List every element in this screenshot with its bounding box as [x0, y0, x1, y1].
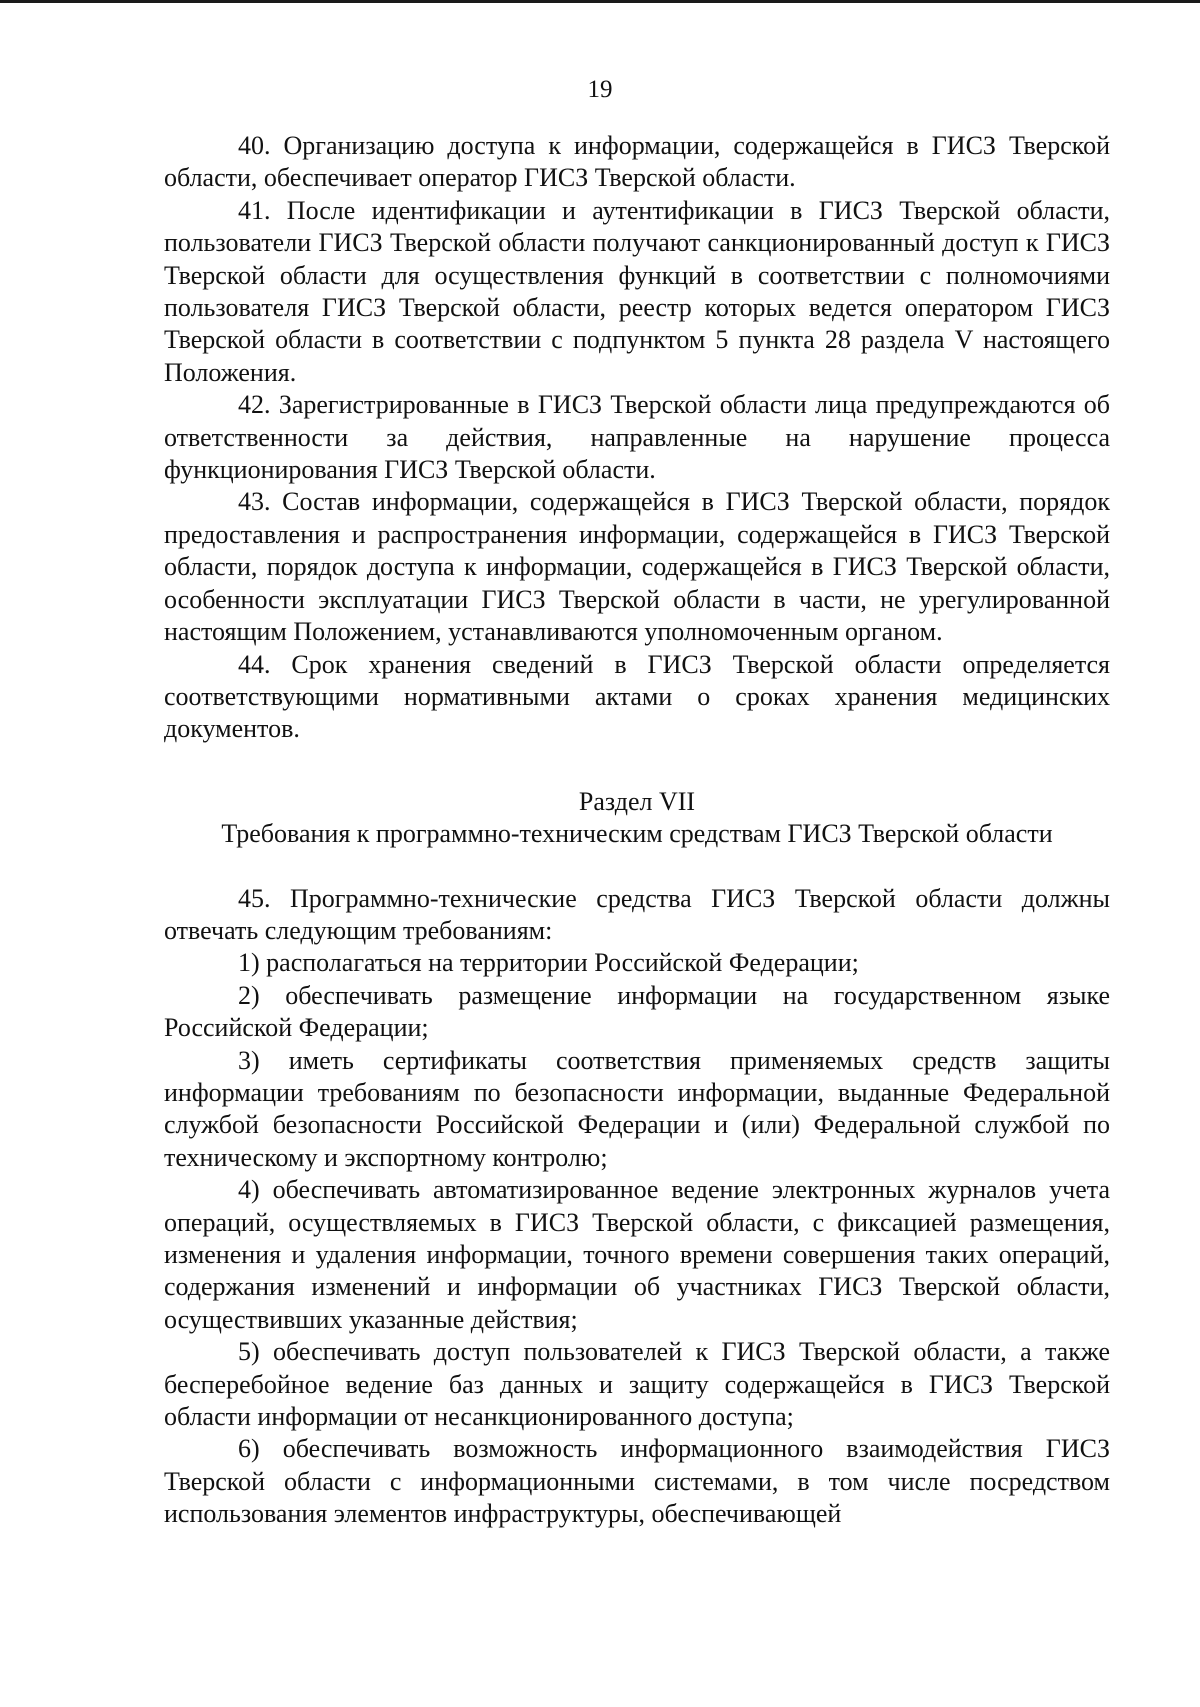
- paragraph-42: 42. Зарегистрированные в ГИСЗ Тверской области лица предупреждаются об ответственности за действия, направленные на нарушение процесса функционирования ГИСЗ Тверской области.: [164, 390, 1110, 485]
- list-item-4: 4) обеспечивать автоматизированное ведение электронных журналов учета операций, осуществляемых в ГИСЗ Тверской области, с фиксацией размещения, изменения и удаления информации, точного времени совершения таких операций, содержания изменений и информации об участниках ГИСЗ Тверской области, осуществивших указанные действия;: [164, 1175, 1110, 1334]
- document-body: [164, 130, 1110, 1531]
- paragraph-40: 40. Организацию доступа к информации, содержащейся в ГИСЗ Тверской области, обеспечивает оператор ГИСЗ Тверской области.: [164, 131, 1110, 193]
- list-item-2: 2) обеспечивать размещение информации на государственном языке Российской Федерации;: [164, 980, 1110, 1043]
- section-number: Раздел VII: [578, 786, 696, 816]
- paragraph-45: 45. Программно-технические средства ГИСЗ Тверской области должны отвечать следующим требованиям:: [164, 883, 1110, 945]
- page-border: [0, 0, 1200, 3]
- list-item-6: 6) обеспечивать возможность информационного взаимодействия ГИСЗ Тверской области с информационными системами, в том числе посредством использования элементов инфраструктуры, обеспечивающей: [164, 1434, 1110, 1529]
- list-item-5: 5) обеспечивать доступ пользователей к ГИСЗ Тверской области, а также бесперебойное ведение баз данных и защиту содержащейся в ГИСЗ Тверской области информации от несанкционированного доступа;: [164, 1337, 1110, 1432]
- section-title: Требования к программно-техническим средствам ГИСЗ Тверской области: [221, 819, 1053, 849]
- list-item-1: 1) располагаться на территории Российской Федерации;: [238, 948, 859, 978]
- paragraph-43: 43. Состав информации, содержащейся в ГИСЗ Тверской области, порядок предоставления и распространения информации, содержащейся в ГИСЗ Тверской области, порядок доступа к информации, содержащейся в ГИСЗ Тверской области, особенности эксплуатации ГИСЗ Тверской области в части, не урегулированной настоящим Положением, устанавливаются уполномоченным органом.: [164, 487, 1110, 647]
- paragraph-44: 44. Срок хранения сведений в ГИСЗ Тверской области определяется соответствующими нормативными актами о сроках хранения медицинских документов.: [164, 649, 1110, 744]
- list-item-3: 3) иметь сертификаты соответствия применяемых средств защиты информации требованиям по безопасности информации, выданные Федеральной службой безопасности Российской Федерации и (или) Федеральной службой по техническому и экспортному контролю;: [164, 1045, 1110, 1172]
- paragraph-41: 41. После идентификации и аутентификации в ГИСЗ Тверской области, пользователи ГИСЗ Тверской области получают санкционированный доступ к ГИСЗ Тверской области для осуществления функций в соответствии с полномочиями пользователя ГИСЗ Тверской области, реестр которых ведется оператором ГИСЗ Тверской области в соответствии с подпунктом 5 пункта 28 раздела V настоящего Положения.: [164, 195, 1110, 387]
- page-number: 19: [587, 76, 613, 103]
